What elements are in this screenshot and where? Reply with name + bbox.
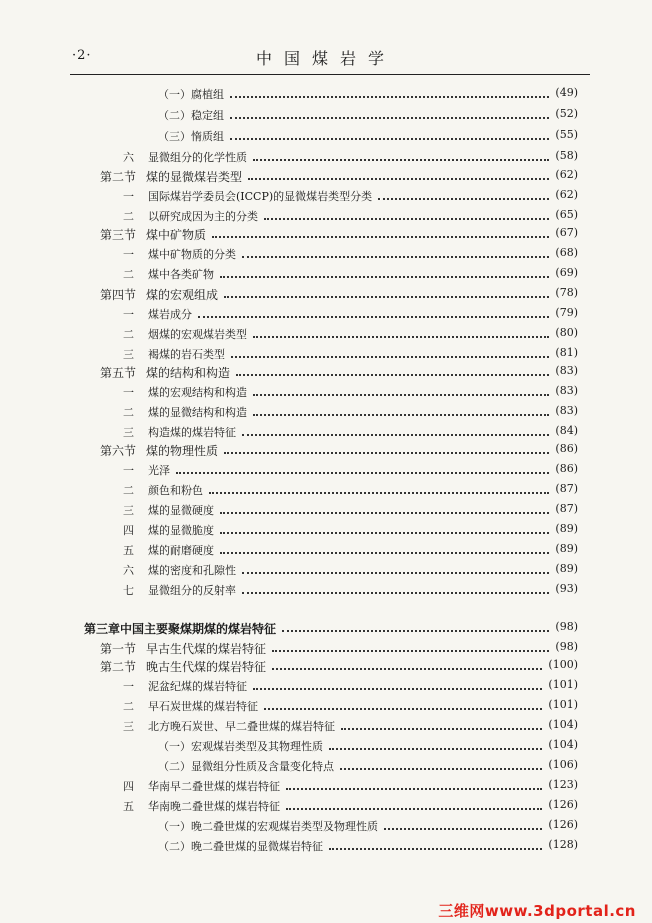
toc-entry-title: 华南晚二叠世煤的煤岩特征 bbox=[148, 800, 280, 813]
toc-entry bbox=[0, 424, 652, 444]
toc-entry-page: (86) bbox=[555, 462, 578, 475]
toc-entry-index: 一 bbox=[123, 680, 134, 693]
running-title: 中国煤岩学 bbox=[255, 49, 396, 68]
toc-leader-dots bbox=[230, 96, 549, 98]
toc-entry-index: 一 bbox=[123, 386, 134, 399]
toc-entry-page: (100) bbox=[548, 658, 578, 671]
toc-entry-page: (89) bbox=[555, 522, 578, 535]
toc-entry-title: 煤的宏观结构和构造 bbox=[148, 386, 247, 399]
watermark: 三维网www.3dportal.cn bbox=[438, 902, 636, 920]
toc-entry-page: (89) bbox=[555, 562, 578, 575]
toc-entry-title: 以研究成因为主的分类 bbox=[148, 210, 258, 223]
toc-entry-title: 煤中矿物质 bbox=[146, 228, 207, 242]
toc-entry-index: 六 bbox=[123, 151, 134, 164]
toc-entry-page: (78) bbox=[555, 286, 578, 299]
toc-entry-index: 第二节 bbox=[99, 660, 136, 674]
toc-leader-dots bbox=[253, 688, 542, 690]
toc-entry bbox=[0, 226, 652, 246]
toc-entry bbox=[0, 620, 652, 640]
toc-leader-dots bbox=[272, 650, 549, 652]
toc-entry-page: (93) bbox=[555, 582, 578, 595]
toc-entry-title: 煤的显微硬度 bbox=[148, 504, 214, 517]
toc-entry-title: 煤的显微结构和构造 bbox=[148, 406, 247, 419]
toc-entry-index: 三 bbox=[123, 720, 134, 733]
toc-entry-index: 一 bbox=[123, 190, 134, 203]
toc-entry bbox=[0, 838, 652, 858]
toc-leader-dots bbox=[209, 492, 549, 494]
toc-entry-page: (87) bbox=[555, 482, 578, 495]
toc-entry bbox=[0, 698, 652, 718]
toc-entry bbox=[0, 758, 652, 778]
toc-entry-page: (79) bbox=[555, 306, 578, 319]
toc-entry-title: 煤的显微脆度 bbox=[148, 524, 214, 537]
toc-entry-title: 煤中各类矿物 bbox=[148, 268, 214, 281]
toc-entry-title: （一）腐植组 bbox=[158, 88, 224, 101]
toc-entry bbox=[0, 442, 652, 462]
toc-entry-index: 六 bbox=[123, 564, 134, 577]
toc-entry-title: （三）惰质组 bbox=[158, 130, 224, 143]
toc-leader-dots bbox=[220, 552, 549, 554]
toc-leader-dots bbox=[253, 336, 549, 338]
toc-entry bbox=[0, 482, 652, 502]
toc-entry bbox=[0, 582, 652, 602]
toc-entry bbox=[0, 778, 652, 798]
toc-entry-title: 早石炭世煤的煤岩特征 bbox=[148, 700, 258, 713]
toc-entry-title: 光泽 bbox=[148, 464, 170, 477]
toc-entry-page: (98) bbox=[555, 620, 578, 633]
toc-entry bbox=[0, 346, 652, 366]
toc-entry-title: 早古生代煤的煤岩特征 bbox=[146, 642, 267, 656]
toc-leader-dots bbox=[230, 138, 549, 140]
toc-entry-page: (126) bbox=[548, 798, 578, 811]
toc-entry-page: (83) bbox=[555, 364, 578, 377]
toc-leader-dots bbox=[264, 708, 542, 710]
toc-entry bbox=[0, 188, 652, 208]
toc-entry-title: 构造煤的煤岩特征 bbox=[148, 426, 236, 439]
toc-entry-index: 五 bbox=[123, 544, 134, 557]
toc-entry-index: 二 bbox=[123, 484, 134, 497]
toc-entry-index: 三 bbox=[123, 504, 134, 517]
toc-entry bbox=[0, 326, 652, 346]
toc-entry-page: (83) bbox=[555, 404, 578, 417]
toc-entry-page: (81) bbox=[555, 346, 578, 359]
toc-entry-index: 第三节 bbox=[99, 228, 136, 242]
toc-leader-dots bbox=[220, 532, 549, 534]
header-rule bbox=[70, 74, 590, 75]
toc-entry-page: (58) bbox=[555, 149, 578, 162]
toc-entry bbox=[0, 364, 652, 384]
toc-entry-index: 三 bbox=[123, 348, 134, 361]
toc-leader-dots bbox=[272, 668, 542, 670]
toc-leader-dots bbox=[253, 414, 549, 416]
toc-entry-page: (69) bbox=[555, 266, 578, 279]
toc-leader-dots bbox=[242, 256, 549, 258]
toc-entry-index: 四 bbox=[123, 780, 134, 793]
toc-entry-title: 显微组分的化学性质 bbox=[148, 151, 247, 164]
toc-entry bbox=[0, 286, 652, 306]
toc-entry bbox=[0, 266, 652, 286]
toc-leader-dots bbox=[220, 512, 549, 514]
toc-entry-index: 第五节 bbox=[99, 366, 136, 380]
toc-entry-title: 华南早二叠世煤的煤岩特征 bbox=[148, 780, 280, 793]
toc-entry bbox=[0, 306, 652, 326]
toc-entry-title: 煤岩成分 bbox=[148, 308, 192, 321]
toc-entry bbox=[0, 128, 652, 148]
toc-entry-title: 显微组分的反射率 bbox=[148, 584, 236, 597]
toc-entry bbox=[0, 818, 652, 838]
toc-entry-index: 第二节 bbox=[99, 170, 136, 184]
toc-entry bbox=[0, 246, 652, 266]
toc-entry-title: 国际煤岩学委员会(ICCP)的显微煤岩类型分类 bbox=[148, 190, 373, 203]
toc-leader-dots bbox=[198, 316, 549, 318]
toc-entry bbox=[0, 718, 652, 738]
toc-entry-title: （一）宏观煤岩类型及其物理性质 bbox=[158, 740, 323, 753]
toc-entry-title: 北方晚石炭世、早二叠世煤的煤岩特征 bbox=[148, 720, 335, 733]
toc-entry-index: 一 bbox=[123, 248, 134, 261]
toc-entry-index: 二 bbox=[123, 210, 134, 223]
toc-entry-page: (84) bbox=[555, 424, 578, 437]
toc-entry bbox=[0, 86, 652, 106]
toc-entry-page: (52) bbox=[555, 107, 578, 120]
toc-entry-index: 五 bbox=[123, 800, 134, 813]
toc-entry-page: (86) bbox=[555, 442, 578, 455]
toc-entry-index: 四 bbox=[123, 524, 134, 537]
toc-entry-title: （一）晚二叠世煤的宏观煤岩类型及物理性质 bbox=[158, 820, 378, 833]
toc-entry-index: 一 bbox=[123, 308, 134, 321]
toc-leader-dots bbox=[286, 788, 542, 790]
toc-entry-title: 煤的物理性质 bbox=[146, 444, 219, 458]
toc-entry bbox=[0, 738, 652, 758]
toc-entry-page: (126) bbox=[548, 818, 578, 831]
toc-entry bbox=[0, 640, 652, 660]
toc-entry-index: 二 bbox=[123, 406, 134, 419]
toc-leader-dots bbox=[248, 178, 549, 180]
toc-entry-title: （二）稳定组 bbox=[158, 109, 224, 122]
toc-leader-dots bbox=[236, 374, 549, 376]
toc-leader-dots bbox=[220, 276, 549, 278]
toc-entry-page: (68) bbox=[555, 246, 578, 259]
toc-entry bbox=[0, 149, 652, 169]
toc-entry bbox=[0, 798, 652, 818]
toc-entry-title: 煤中矿物质的分类 bbox=[148, 248, 236, 261]
toc-entry bbox=[0, 502, 652, 522]
page-number: ·2· bbox=[72, 48, 92, 63]
toc-leader-dots bbox=[286, 808, 542, 810]
toc-entry-title: 晚古生代煤的煤岩特征 bbox=[146, 660, 267, 674]
toc-entry-title: （二）晚二叠世煤的显微煤岩特征 bbox=[158, 840, 323, 853]
toc-entry-index: 二 bbox=[123, 268, 134, 281]
toc-entry-page: (83) bbox=[555, 384, 578, 397]
toc-entry-title: 煤的结构和构造 bbox=[146, 366, 231, 380]
toc-leader-dots bbox=[341, 728, 542, 730]
toc-entry-page: (104) bbox=[548, 718, 578, 731]
toc-entry-title: 煤的耐磨硬度 bbox=[148, 544, 214, 557]
toc-leader-dots bbox=[176, 472, 549, 474]
toc-entry-page: (65) bbox=[555, 208, 578, 221]
toc-entry-index: 第六节 bbox=[99, 444, 136, 458]
toc-leader-dots bbox=[378, 198, 549, 200]
toc-entry-title: 煤的密度和孔隙性 bbox=[148, 564, 236, 577]
toc-leader-dots bbox=[282, 630, 549, 632]
toc-entry bbox=[0, 404, 652, 424]
toc-entry-page: (106) bbox=[548, 758, 578, 771]
toc-entry-page: (49) bbox=[555, 86, 578, 99]
toc-entry-index: 二 bbox=[123, 328, 134, 341]
toc-entry-title: 烟煤的宏观煤岩类型 bbox=[148, 328, 247, 341]
toc-entry bbox=[0, 384, 652, 404]
toc-leader-dots bbox=[253, 394, 549, 396]
toc-entry-page: (67) bbox=[555, 226, 578, 239]
toc-entry-index: 一 bbox=[123, 464, 134, 477]
toc-entry-title: 颜色和粉色 bbox=[148, 484, 203, 497]
toc-entry-page: (101) bbox=[548, 698, 578, 711]
toc-entry-index: 七 bbox=[123, 584, 134, 597]
toc-entry-page: (98) bbox=[555, 640, 578, 653]
toc-leader-dots bbox=[224, 452, 549, 454]
toc-leader-dots bbox=[242, 434, 549, 436]
toc-entry-page: (123) bbox=[548, 778, 578, 791]
toc-entry bbox=[0, 107, 652, 127]
page-header bbox=[0, 44, 652, 70]
toc-entry-index: 第一节 bbox=[99, 642, 136, 656]
toc-entry bbox=[0, 522, 652, 542]
toc-leader-dots bbox=[264, 218, 549, 220]
toc-entry-index: 三 bbox=[123, 426, 134, 439]
toc-leader-dots bbox=[384, 828, 542, 830]
toc-leader-dots bbox=[230, 117, 549, 119]
toc-entry-index: 第四节 bbox=[99, 288, 136, 302]
toc-entry-page: (104) bbox=[548, 738, 578, 751]
toc-leader-dots bbox=[242, 592, 549, 594]
toc-leader-dots bbox=[329, 748, 542, 750]
toc-entry-page: (62) bbox=[555, 168, 578, 181]
toc-leader-dots bbox=[253, 159, 549, 161]
toc-entry-page: (55) bbox=[555, 128, 578, 141]
toc-leader-dots bbox=[340, 768, 542, 770]
toc-entry-page: (101) bbox=[548, 678, 578, 691]
toc-entry-page: (62) bbox=[555, 188, 578, 201]
toc-entry bbox=[0, 678, 652, 698]
toc-entry bbox=[0, 542, 652, 562]
toc-entry-title: （二）显微组分性质及含量变化特点 bbox=[158, 760, 334, 773]
toc-entry bbox=[0, 208, 652, 228]
toc-entry bbox=[0, 462, 652, 482]
toc-leader-dots bbox=[329, 848, 542, 850]
toc-entry-title: 煤的宏观组成 bbox=[146, 288, 219, 302]
toc-entry-page: (89) bbox=[555, 542, 578, 555]
toc-entry-title: 煤的显微煤岩类型 bbox=[146, 170, 243, 184]
toc-leader-dots bbox=[242, 572, 549, 574]
toc-entry-page: (128) bbox=[548, 838, 578, 851]
toc-leader-dots bbox=[231, 356, 549, 358]
toc-entry-title: 褐煤的岩石类型 bbox=[148, 348, 225, 361]
toc-entry bbox=[0, 562, 652, 582]
toc-entry-title: 泥盆纪煤的煤岩特征 bbox=[148, 680, 247, 693]
toc-entry-title: 中国主要聚煤期煤的煤岩特征 bbox=[120, 622, 277, 636]
toc-entry-index: 二 bbox=[123, 700, 134, 713]
toc-entry-index: 第三章 bbox=[83, 622, 120, 636]
toc-entry bbox=[0, 658, 652, 678]
toc-leader-dots bbox=[224, 296, 549, 298]
toc-entry-page: (87) bbox=[555, 502, 578, 515]
toc-entry bbox=[0, 168, 652, 188]
toc-leader-dots bbox=[212, 236, 549, 238]
toc-entry-page: (80) bbox=[555, 326, 578, 339]
